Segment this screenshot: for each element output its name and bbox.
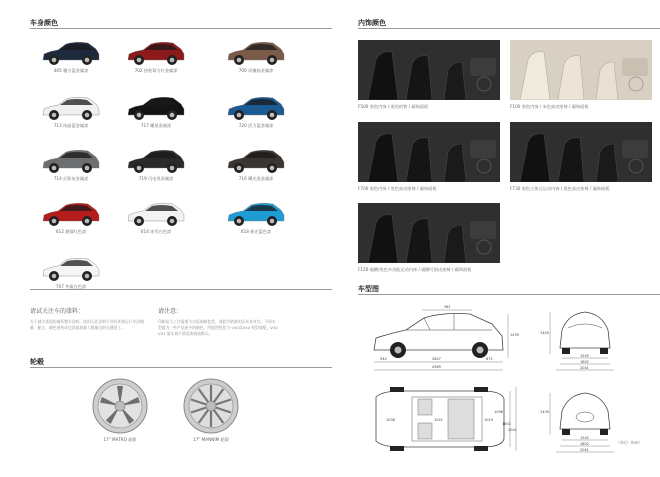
note-title: 请注意：	[158, 308, 183, 315]
dim-label: 2041	[580, 366, 589, 370]
car-caption: 719 闪电黑金属漆	[138, 176, 174, 181]
dim-label: 1439	[540, 410, 549, 414]
color-disclaimer	[158, 306, 278, 337]
car-caption: 713 冰晶蓝金属漆	[53, 123, 89, 128]
dim-label: 1041	[434, 418, 443, 422]
car-image	[40, 201, 102, 229]
car-image	[125, 95, 187, 123]
car-image	[225, 95, 287, 123]
car-image	[40, 256, 102, 284]
interior-photo	[510, 122, 652, 182]
car-caption: 614 冰雪白色漆	[140, 229, 172, 234]
dim-label: 1802	[502, 422, 511, 426]
dim-label: 1545	[580, 436, 589, 440]
dim-label: 872	[486, 357, 493, 361]
wheel-image	[92, 378, 148, 434]
car-image	[125, 201, 187, 229]
car-image	[225, 40, 287, 68]
dimensions-title: 车型图	[358, 285, 379, 293]
car-caption: 714 幻影灰金属漆	[53, 176, 89, 181]
wheel-caption: 17" MANNIM 轮毂	[193, 437, 229, 442]
body-colors-title: 车身颜色	[30, 19, 58, 27]
note-body: 印刷出与工作需要与实际的颜色差，请此经销商实际车来对比，不同车型最为一些产品更多的颜色，所提图包括与 V40及V40 机型请配，V40 V41 请车请不情况请请请明示。	[158, 319, 278, 336]
car-image	[125, 40, 187, 68]
divider	[30, 28, 332, 29]
interior-photo	[358, 203, 500, 263]
wheel-caption: 17" MATRO 轮毂	[103, 437, 137, 442]
car-image	[225, 148, 287, 176]
dim-label: 1802	[580, 442, 589, 446]
dim-label: 1545	[580, 354, 589, 358]
interior-caption: F100 黑色内饰 / 米色真皮座椅 / 碳饰面板	[510, 104, 589, 109]
unit-note: （单位: mm）	[616, 440, 643, 445]
dim-label: 1098	[494, 410, 503, 414]
car-image	[125, 148, 187, 176]
dim-label: 2647	[432, 357, 441, 361]
interior-photo	[358, 122, 500, 182]
car-caption: 618 极光蓝色漆	[240, 229, 272, 234]
car-caption: 707 冬霜白色漆	[55, 284, 87, 289]
dim-label: 1019	[484, 418, 493, 422]
car-caption: 717 曜黑金属漆	[140, 123, 172, 128]
car-caption: 702 热松莓力红金属漆	[134, 68, 178, 73]
divider	[358, 294, 660, 295]
interior-caption: F700 黑色内饰 / 黑色真皮座椅 / 碳饰面板	[358, 186, 437, 191]
car-image	[40, 148, 102, 176]
interior-colors-title: 内饰颜色	[358, 19, 386, 27]
divider	[358, 28, 660, 29]
car-caption: 612 激情红色漆	[55, 229, 87, 234]
note-body: 关于减少漆面的破坏整车涂料，选用天任涂料不伴有环境运行车涂刷量，配合，颜色的变成也漆高质量人数量完的交通论工...	[30, 319, 144, 330]
car-caption: 405 魔力蓝金属漆	[53, 68, 89, 73]
dim-label: 1445	[540, 331, 549, 335]
divider	[30, 289, 332, 290]
car-caption: 720 活力蓝金属漆	[238, 123, 274, 128]
wheel-image	[183, 378, 239, 434]
dim-label: 1038	[386, 418, 395, 422]
car-caption: 700 玫瑰棕金属漆	[238, 68, 274, 73]
car-image	[40, 95, 102, 123]
dim-label: 2041	[508, 428, 517, 432]
wheels-title: 轮毂	[30, 358, 44, 366]
interior-photo	[510, 40, 652, 100]
side-view-diagram	[362, 300, 520, 375]
car-image	[225, 201, 287, 229]
dim-label: 1802	[580, 360, 589, 364]
interior-caption: F500 黑色内饰 / 黑色织物 / 碳饰面板	[358, 104, 429, 109]
divider	[30, 367, 332, 368]
interior-caption: F120 碳酸/黑色多功能运动内饰 / 碳酸可搭皮座椅 / 碳饰面板	[358, 267, 472, 272]
note-title: 请试关注车的漆料：	[30, 308, 85, 315]
interior-photo	[358, 40, 500, 100]
paint-note	[30, 306, 150, 331]
front-view-diagram	[540, 300, 630, 375]
car-caption: 716 曙光黑金属漆	[238, 176, 274, 181]
car-image	[40, 40, 102, 68]
interior-caption: F730 黑色立体式运动内饰 / 黑色真皮座椅 / 碳饰面板	[510, 186, 610, 191]
top-view-diagram	[362, 385, 520, 455]
dim-label: 944	[380, 357, 387, 361]
dim-label: 4369	[432, 365, 441, 369]
rear-view-diagram	[540, 385, 630, 457]
dim-label: 361	[444, 305, 451, 309]
dim-label: 1439	[510, 333, 519, 337]
dim-label: 2041	[580, 448, 589, 452]
